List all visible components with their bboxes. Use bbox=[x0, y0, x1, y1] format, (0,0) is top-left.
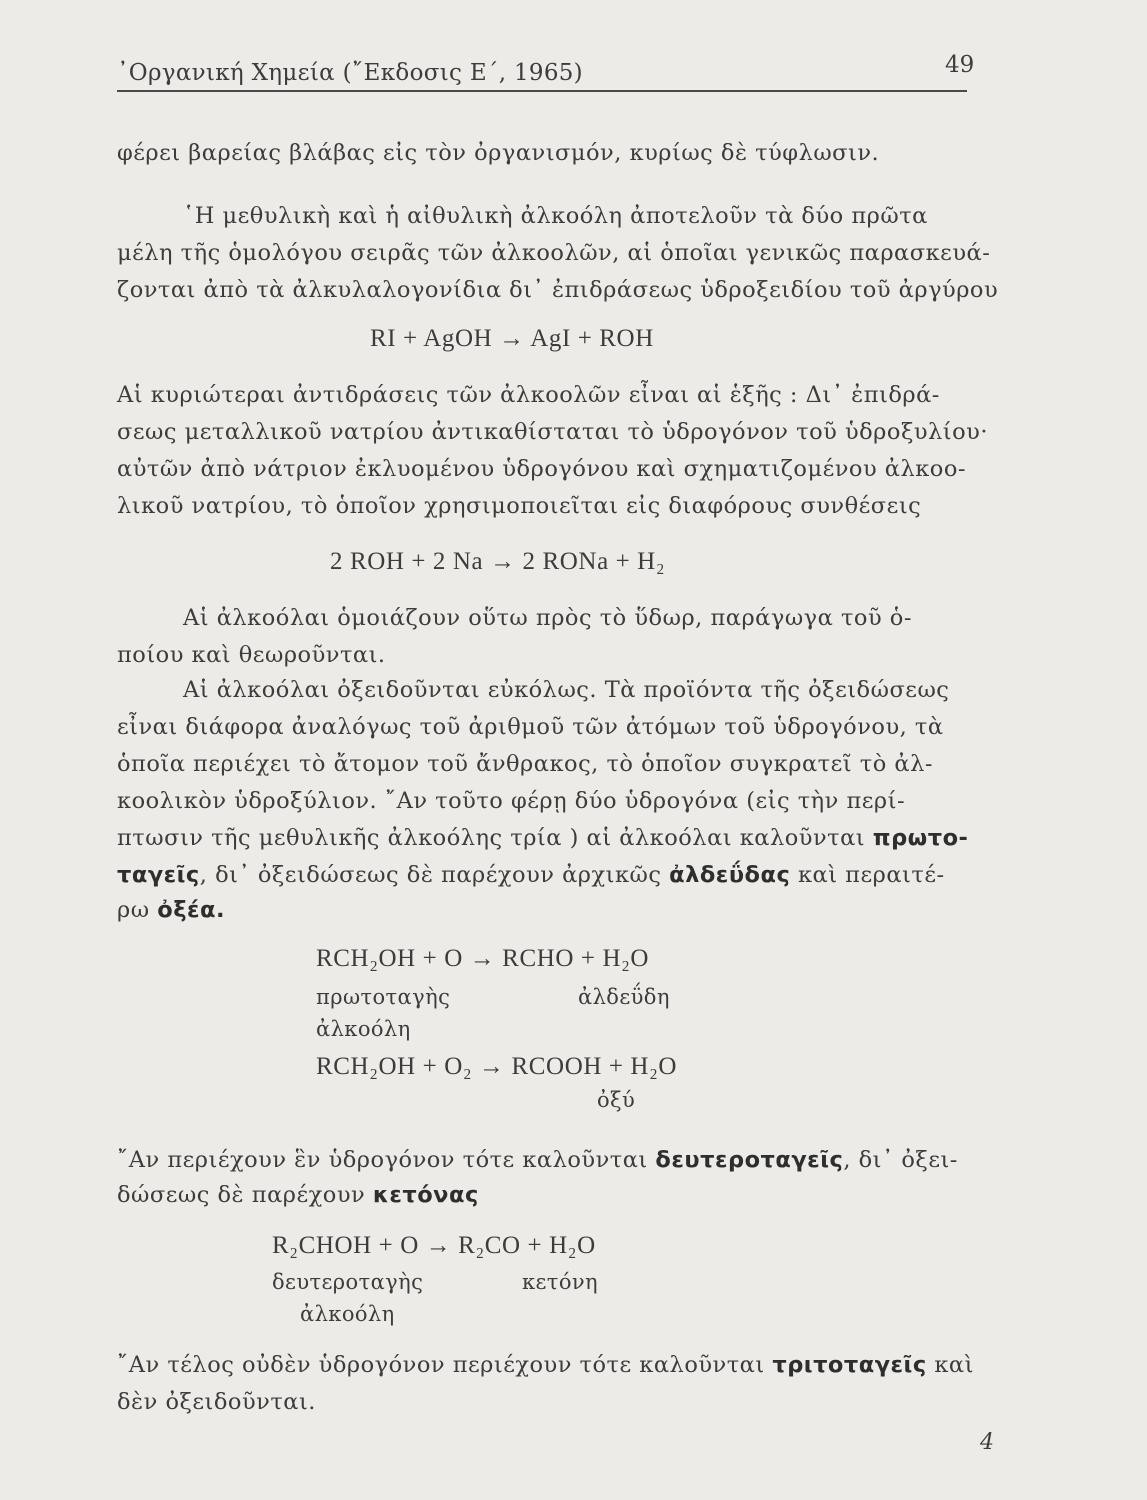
text-line bbox=[117, 1352, 974, 1378]
text-line bbox=[117, 897, 225, 923]
text-line: ὁποῖα περιέχει τὸ ἄτομον τοῦ ἄνθρακος, τὸ ὁποῖον συγκρατεῖ τὸ ἀλ- bbox=[117, 751, 933, 777]
text-run: δώσεως δὲ παρέχουν bbox=[117, 1182, 373, 1208]
text-line: Αἱ κυριώτεραι ἀντιδράσεις τῶν ἀλκοολῶν εἶναι αἱ ἑξῆς : Δι᾿ ἐπιδρά- bbox=[117, 382, 940, 408]
equation-label: ἀλκοόλη bbox=[300, 1302, 395, 1326]
equation-label: δευτεροταγὴς bbox=[272, 1270, 424, 1294]
page-number: 49 bbox=[945, 52, 975, 78]
bold-term: ταγεῖς bbox=[117, 862, 200, 888]
equation-label: ἀλκοόλη bbox=[316, 1017, 411, 1041]
text-line: εἶναι διάφορα ἀναλόγως τοῦ ἀριθμοῦ τῶν ἀτόμων τοῦ ὑδρογόνου, τὰ bbox=[117, 714, 944, 740]
text-line: μέλη τῆς ὁμολόγου σειρᾶς τῶν ἀλκοολῶν, αἱ ὁποῖαι γενικῶς παρασκευά- bbox=[117, 240, 991, 266]
text-line: ῾Η μεθυλικὴ καὶ ἡ αἰθυλικὴ ἀλκοόλη ἀποτελοῦν τὰ δύο πρῶτα bbox=[183, 203, 928, 229]
signature-mark: 4 bbox=[980, 1430, 994, 1455]
bold-term: δευτεροταγεῖς bbox=[655, 1147, 844, 1173]
text-line: ποίου καὶ θεωροῦνται. bbox=[117, 642, 386, 668]
bold-term: τριτοταγεῖς bbox=[772, 1352, 927, 1378]
chemical-equation: RCH₂OH + O → RCHO + H₂O bbox=[316, 945, 650, 972]
text-line: φέρει βαρείας βλάβας εἰς τὸν ὀργανισμόν, κυρίως δὲ τύφλωσιν. bbox=[117, 140, 880, 166]
equation-label: ὀξύ bbox=[597, 1088, 636, 1112]
chemical-equation: RI + AgOH → AgI + ROH bbox=[370, 325, 654, 352]
running-header-title: ᾿Οργανική Χημεία (῎Εκδοσις Ε΄, 1965) bbox=[117, 60, 583, 86]
chemical-equation: 2 ROH + 2 Na → 2 RONa + H₂ bbox=[330, 548, 666, 575]
text-line: αὐτῶν ἀπὸ νάτριον ἐκλυομένου ὑδρογόνου καὶ σχηματιζομένου ἀλκοο- bbox=[117, 456, 966, 482]
text-line: κοολικὸν ὑδροξύλιον. ῎Αν τοῦτο φέρῃ δύο ὑδρογόνα (εἰς τὴν περί- bbox=[117, 788, 906, 814]
text-line bbox=[117, 825, 968, 851]
text-line: σεως μεταλλικοῦ νατρίου ἀντικαθίσταται τὸ ὑδρογόνον τοῦ ὑδροξυλίου· bbox=[117, 419, 988, 445]
equation-label: πρωτοταγὴς bbox=[316, 985, 451, 1009]
text-run: καὶ bbox=[926, 1352, 974, 1378]
chemical-equation: RCH₂OH + O₂ → RCOOH + H₂O bbox=[316, 1053, 678, 1080]
text-line: δὲν ὀξειδοῦνται. bbox=[117, 1389, 316, 1415]
text-run: ρω bbox=[117, 897, 158, 923]
text-run: , δι᾿ ὀξει- bbox=[843, 1147, 958, 1173]
text-run: πτωσιν τῆς μεθυλικῆς ἀλκοόλης τρία ) αἱ ἀλκοόλαι καλοῦνται bbox=[117, 825, 873, 851]
header-rule bbox=[117, 90, 967, 92]
text-line: ζονται ἀπὸ τὰ ἀλκυλαλογονίδια δι᾿ ἐπιδράσεως ὑδροξειδίου τοῦ ἀργύρου bbox=[117, 277, 999, 303]
text-run: ῎Αν τέλος οὐδὲν ὑδρογόνον περιέχουν τότε καλοῦνται bbox=[117, 1352, 773, 1378]
bold-term: πρωτο- bbox=[872, 825, 969, 851]
text-run: , δι᾿ ὀξειδώσεως δὲ παρέχουν ἀρχικῶς bbox=[199, 862, 670, 888]
text-line: Αἱ ἀλκοόλαι ὁμοιάζουν οὕτω πρὸς τὸ ὕδωρ, παράγωγα τοῦ ὁ- bbox=[183, 605, 912, 631]
bold-term: ὀξέα. bbox=[157, 897, 226, 923]
text-line bbox=[117, 1147, 958, 1173]
bold-term: ἀλδεΰδας bbox=[669, 862, 791, 888]
text-line bbox=[117, 1182, 479, 1208]
equation-label: ἀλδεΰδη bbox=[578, 985, 670, 1009]
equation-label: κετόνη bbox=[522, 1270, 599, 1294]
text-line bbox=[117, 862, 945, 888]
text-run: ῎Αν περιέχουν ἓν ὑδρογόνον τότε καλοῦνται bbox=[117, 1147, 656, 1173]
text-run: καὶ περαιτέ- bbox=[790, 862, 945, 888]
bold-term: κετόνας bbox=[372, 1182, 479, 1208]
chemical-equation: R₂CHOH + O → R₂CO + H₂O bbox=[272, 1232, 596, 1259]
text-line: Αἱ ἀλκοόλαι ὀξειδοῦνται εὐκόλως. Τὰ προϊόντα τῆς ὀξειδώσεως bbox=[183, 677, 950, 703]
text-line: λικοῦ νατρίου, τὸ ὁποῖον χρησιμοποιεῖται εἰς διαφόρους συνθέσεις bbox=[117, 493, 922, 519]
